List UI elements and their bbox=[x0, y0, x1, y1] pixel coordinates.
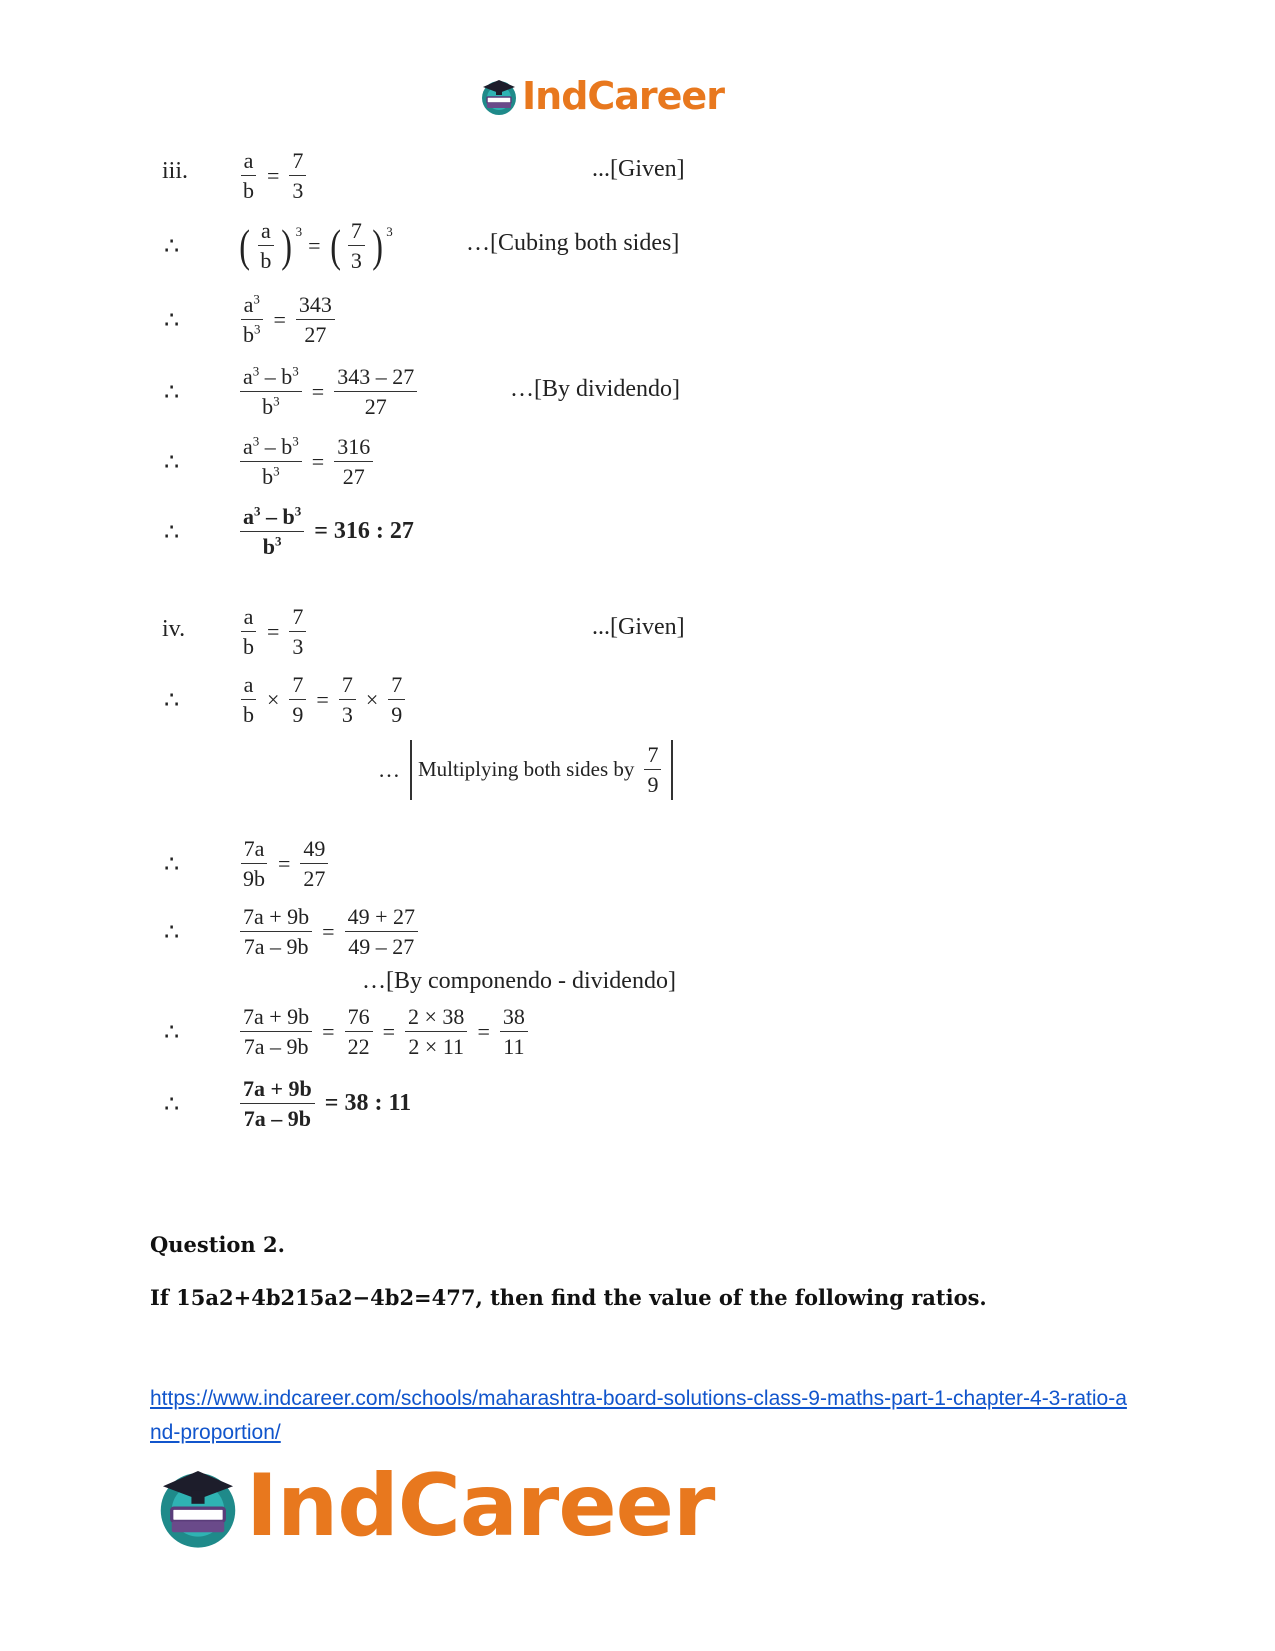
therefore-symbol: ∴ bbox=[164, 920, 180, 946]
equation: $\frac{a^3}{b^3}$ = $\frac{343}{27}$ bbox=[236, 292, 339, 348]
header-logo bbox=[478, 74, 724, 118]
reason: ...[Given] bbox=[592, 156, 685, 182]
equation: $\frac{7a + 9b}{7a - 9b}$ = 38 : 11 bbox=[236, 1076, 411, 1132]
equation: ( $\frac{a}{b}$ ) 3 = ( $\frac{7}{3}$ ) 3 bbox=[239, 218, 393, 274]
therefore-symbol: ∴ bbox=[164, 1020, 180, 1046]
footer-logo bbox=[152, 1456, 714, 1556]
part-label: iv. bbox=[162, 616, 186, 642]
source-link[interactable]: https://www.indcareer.com/schools/maharashtra-board-solutions-class-9-maths-part-1-chapter-4-3-ratio-and-proportion/ bbox=[150, 1387, 1127, 1444]
componendo-reason: …[By componendo - dividendo] bbox=[362, 968, 676, 994]
reason: Multiplying both sides by bbox=[418, 757, 635, 782]
result-text: = 38 : 11 bbox=[324, 1090, 412, 1117]
equation: $\frac{a^3 - b^3}{b^3}$ = 316 : 27 bbox=[236, 504, 414, 560]
graduation-cap-book-globe-icon bbox=[478, 75, 520, 117]
equation: $\frac{7a + 9b}{7a - 9b}$ = $\frac{76}{22}$ = $\frac{2 \times 38}{2 \times 11}$ = $\frac{38}{11}$ bbox=[236, 1004, 532, 1060]
question-text: If 15a2+4b215a2−4b2=477, then find the value of the following ratios. bbox=[150, 1285, 987, 1310]
equation: $\frac{a}{b}$ = $\frac{7}{3}$ bbox=[236, 604, 310, 660]
therefore-symbol: ∴ bbox=[164, 308, 180, 334]
reason: …[By dividendo] bbox=[510, 376, 680, 402]
equation: $\frac{a^3 - b^3}{b^3}$ = $\frac{316}{27}$ bbox=[236, 434, 377, 490]
equation: $\frac{a}{b}$ × $\frac{7}{9}$ = $\frac{7}{3}$ × $\frac{7}{9}$ bbox=[236, 672, 409, 728]
iv-multiplying-reason: … Multiplying both sides by $\frac{7}{9}$ bbox=[378, 740, 673, 800]
equation: $\frac{7a + 9b}{7a - 9b}$ = $\frac{49 + 27}{49 - 27}$ bbox=[236, 904, 422, 960]
logo-text: IndCareer bbox=[522, 74, 724, 118]
therefore-symbol: ∴ bbox=[164, 1092, 180, 1118]
therefore-symbol: ∴ bbox=[164, 520, 180, 546]
reason: ...[Given] bbox=[592, 614, 685, 640]
graduation-cap-book-globe-icon bbox=[152, 1460, 244, 1552]
result-text: = 316 : 27 bbox=[314, 518, 414, 545]
equation: $\frac{7a}{9b}$ = $\frac{49}{27}$ bbox=[236, 836, 332, 892]
reason: …[Cubing both sides] bbox=[466, 230, 680, 256]
therefore-symbol: ∴ bbox=[164, 234, 180, 260]
therefore-symbol: ∴ bbox=[164, 380, 180, 406]
logo-text: IndCareer bbox=[246, 1456, 715, 1556]
part-label: iii. bbox=[162, 158, 189, 184]
equation: $\frac{a}{b}$ = $\frac{7}{3}$ bbox=[236, 148, 310, 204]
therefore-symbol: ∴ bbox=[164, 852, 180, 878]
equation: $\frac{a^3 - b^3}{b^3}$ = $\frac{343 - 27}{27}$ bbox=[236, 364, 421, 420]
therefore-symbol: ∴ bbox=[164, 450, 180, 476]
therefore-symbol: ∴ bbox=[164, 688, 180, 714]
question-title: Question 2. bbox=[150, 1232, 285, 1257]
